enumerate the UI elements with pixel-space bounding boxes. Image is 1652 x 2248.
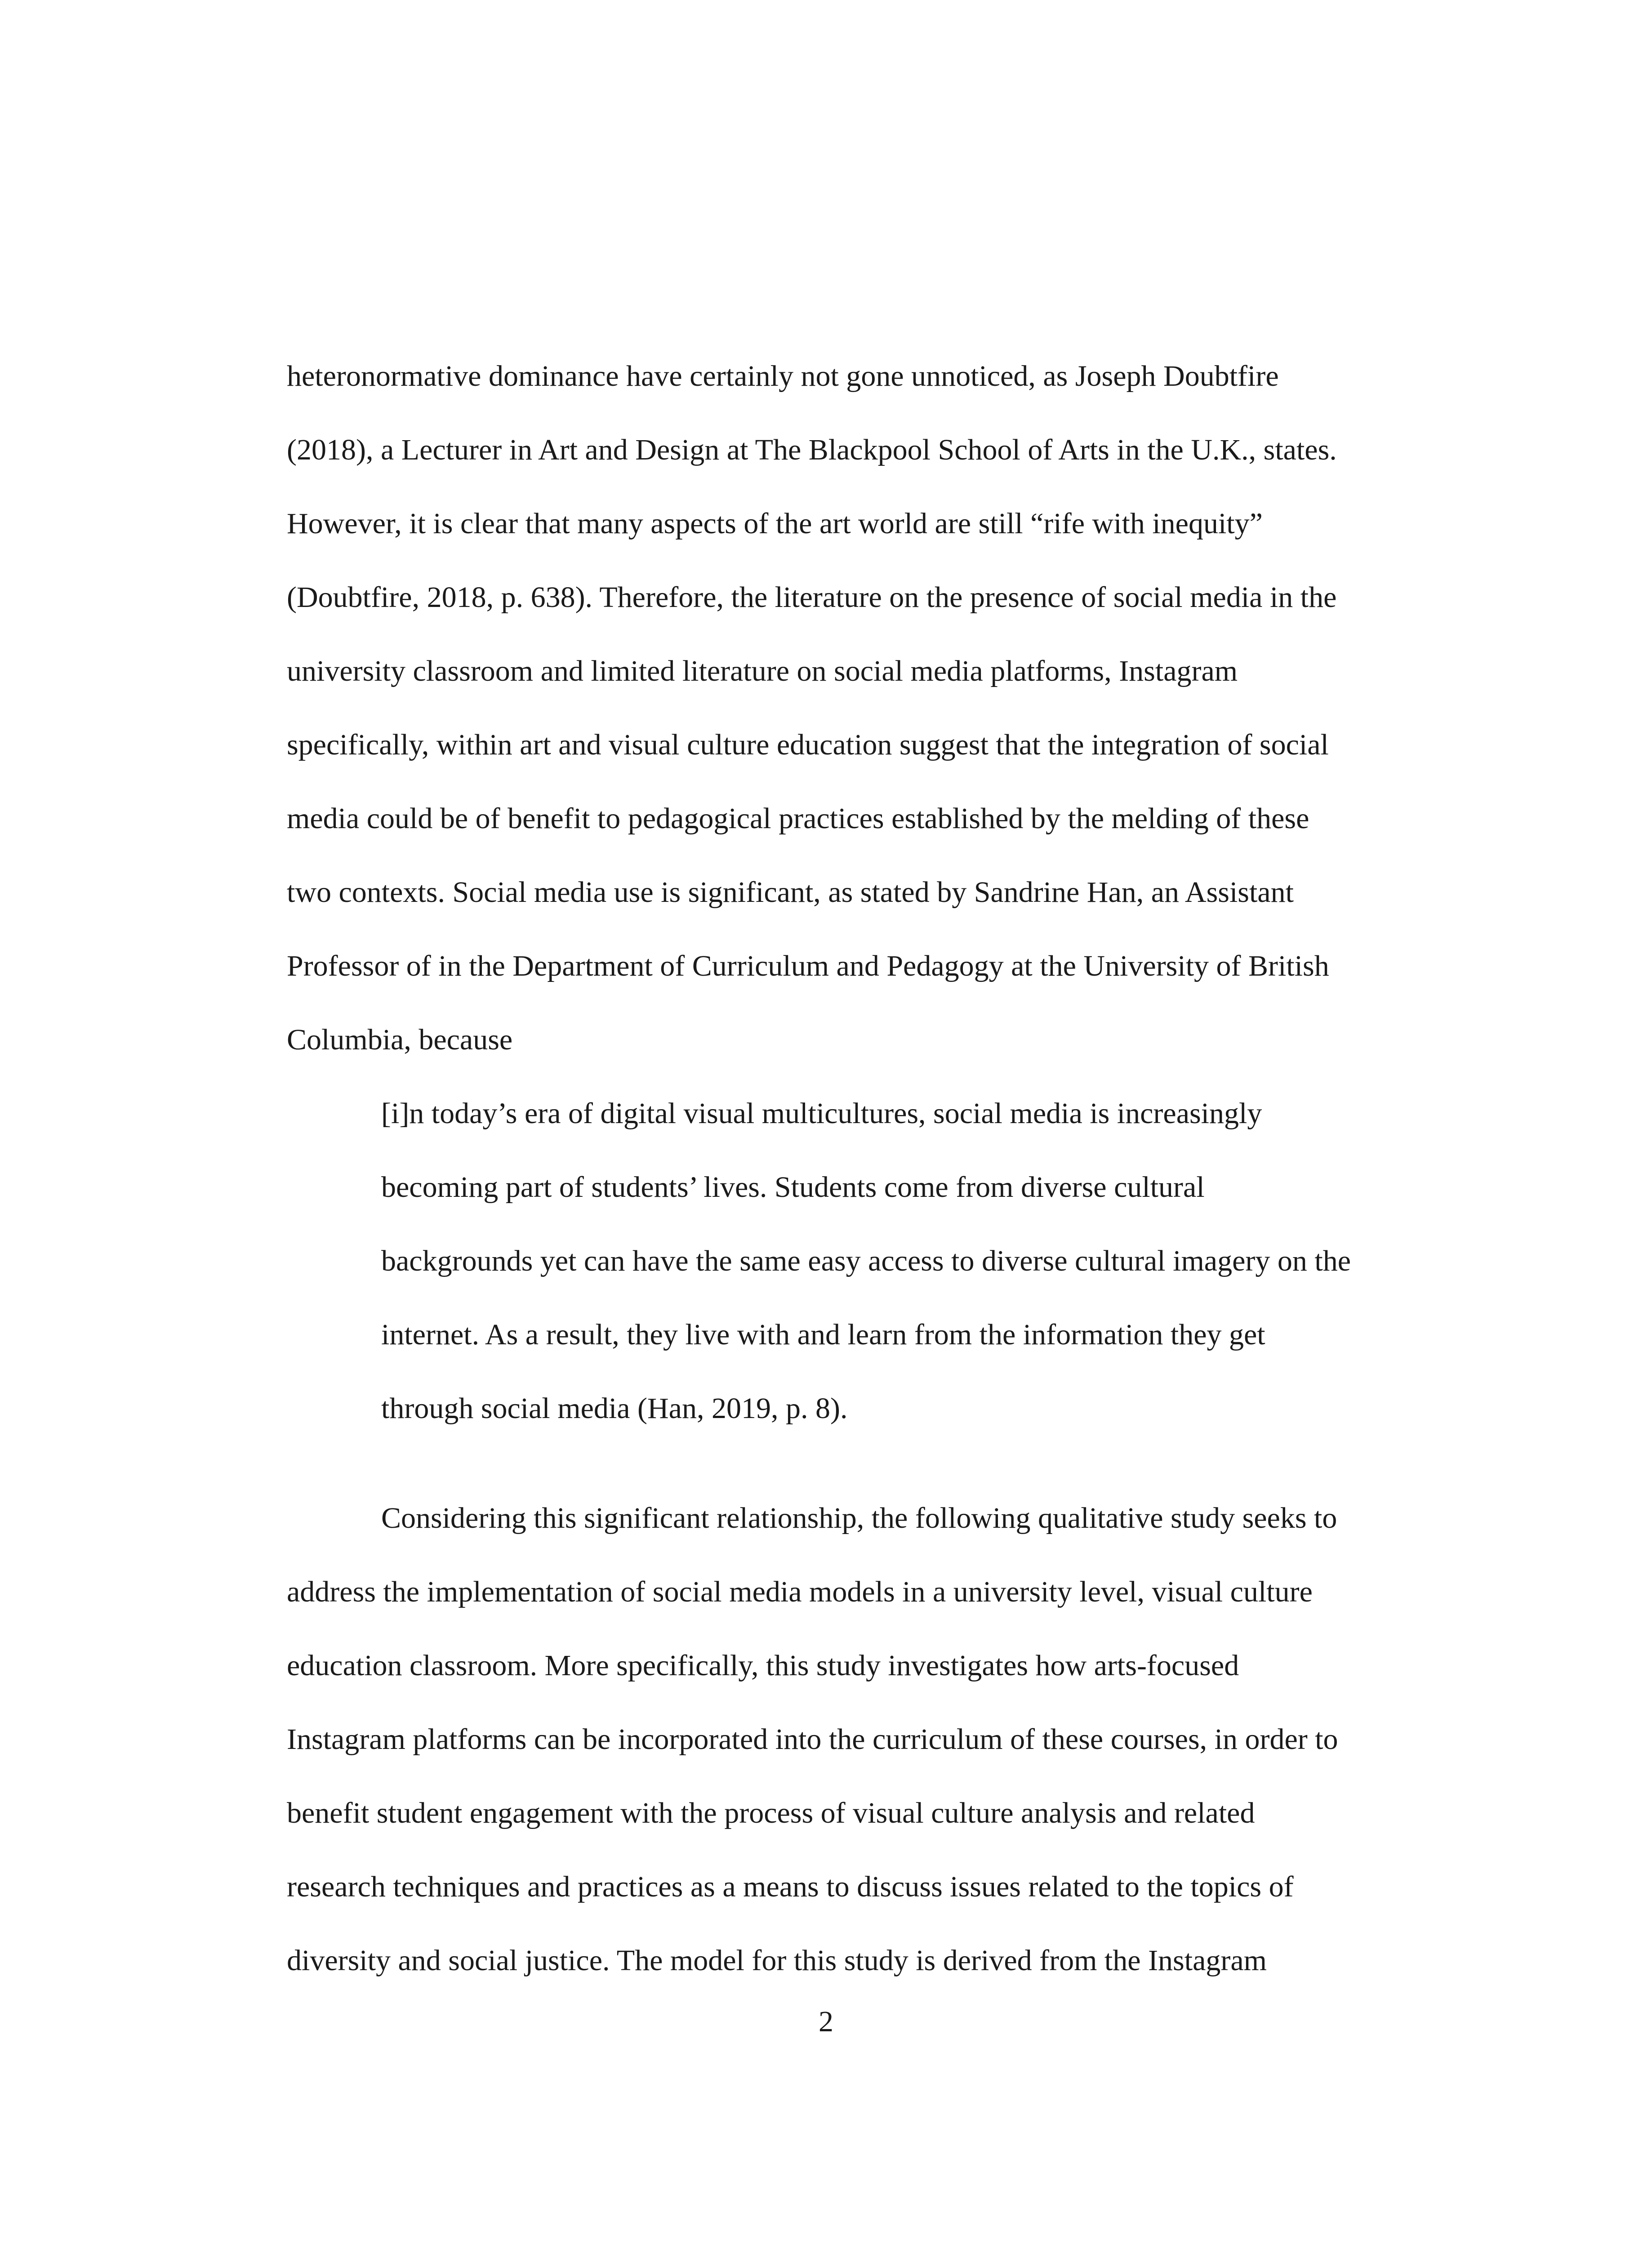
paragraph-line: address the implementation of social media models in a university level, visual culture — [287, 1575, 1313, 1608]
block-quote-line: [i]n today’s era of digital visual multicultures, social media is increasingly — [381, 1097, 1262, 1130]
block-quote-line: through social media (Han, 2019, p. 8). — [381, 1392, 848, 1425]
paragraph-line: (Doubtfire, 2018, p. 638). Therefore, the literature on the presence of social media in the — [287, 581, 1337, 614]
paragraph-line: media could be of benefit to pedagogical practices established by the melding of these — [287, 802, 1309, 835]
paragraph-line: Considering this significant relationship, the following qualitative study seeks to — [381, 1502, 1337, 1534]
paragraph-line: (2018), a Lecturer in Art and Design at The Blackpool School of Arts in the U.K., states. — [287, 433, 1337, 466]
paragraph-line: However, it is clear that many aspects of the art world are still “rife with inequity” — [287, 507, 1263, 540]
paragraph-line: heteronormative dominance have certainly not gone unnoticed, as Joseph Doubtfire — [287, 360, 1279, 393]
paragraph-line: research techniques and practices as a means to discuss issues related to the topics of — [287, 1870, 1294, 1903]
block-quote-line: backgrounds yet can have the same easy access to diverse cultural imagery on the — [381, 1244, 1351, 1277]
paragraph-line: diversity and social justice. The model for this study is derived from the Instagram — [287, 1944, 1267, 1977]
paragraph-line: benefit student engagement with the process of visual culture analysis and related — [287, 1797, 1255, 1829]
paragraph-line: Professor of in the Department of Curriculum and Pedagogy at the University of British — [287, 950, 1329, 982]
paragraph-line: university classroom and limited literature on social media platforms, Instagram — [287, 655, 1238, 687]
paragraph-line: education classroom. More specifically, this study investigates how arts-focused — [287, 1649, 1239, 1682]
block-quote-line: becoming part of students’ lives. Students come from diverse cultural — [381, 1171, 1205, 1204]
paragraph-line: Columbia, because — [287, 1023, 513, 1056]
paragraph-line: two contexts. Social media use is significant, as stated by Sandrine Han, an Assistant — [287, 876, 1294, 909]
block-quote-line: internet. As a result, they live with and learn from the information they get — [381, 1318, 1265, 1351]
paragraph-line: specifically, within art and visual culture education suggest that the integration of social — [287, 728, 1329, 761]
page-number: 2 — [819, 2005, 833, 2038]
paragraph-line: Instagram platforms can be incorporated into the curriculum of these courses, in order to — [287, 1723, 1338, 1756]
